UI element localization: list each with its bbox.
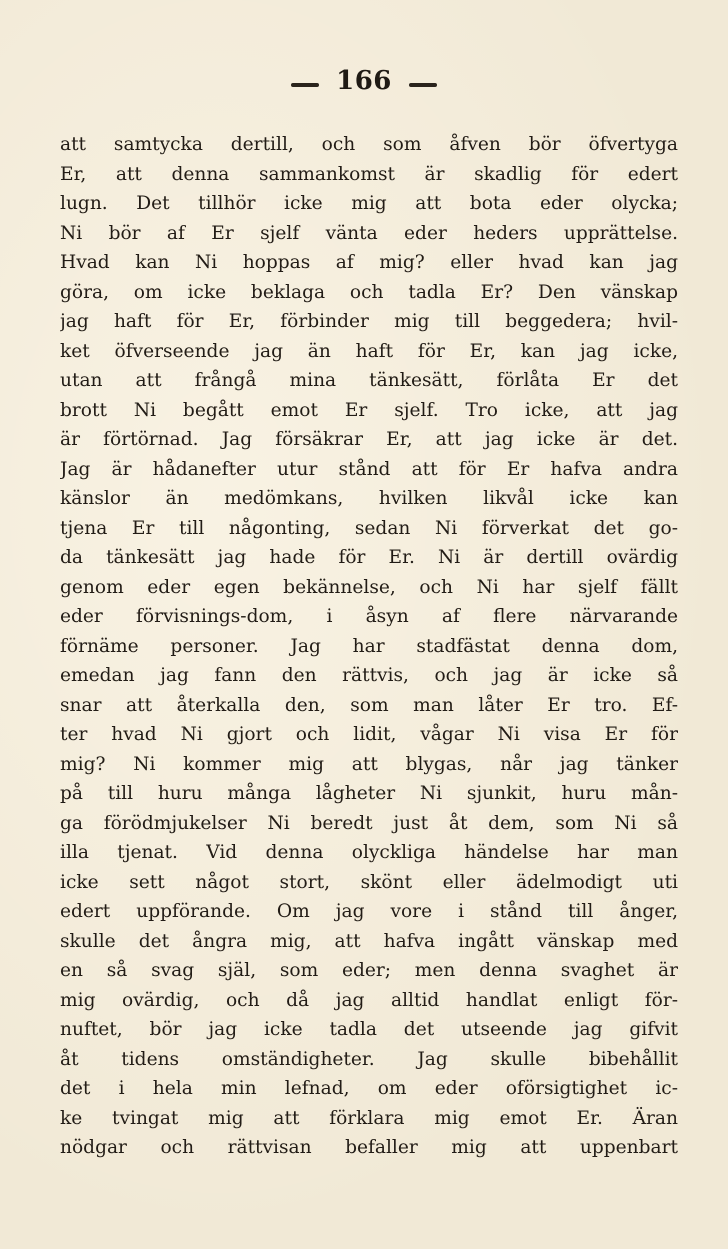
text-line: nödgar och rättvisan befaller mig att uppenbart [60,1137,678,1158]
text-line: nuftet, bör jag icke tadla det utseende jag gifvit [60,1019,678,1040]
text-line: genom eder egen bekännelse, och Ni har sjelf fällt [60,576,678,598]
page-number: 166 [336,66,392,96]
text-line: att samtycka dertill, och som åfven bör öfvertyga [60,134,678,155]
text-line: jag haft för Er, förbinder mig till beggedera; hvil- [60,311,678,332]
text-line: tjena Er till någonting, sedan Ni förverkat det go- [60,517,678,539]
text-line: da tänkesätt jag hade för Er. Ni är dertill ovärdig [60,547,678,568]
text-line: mig? Ni kommer mig att blygas, når jag tänker [60,753,678,775]
text-line: ter hvad Ni gjort och lidit, vågar Ni visa Er för [60,724,678,745]
text-line: utan att frångå mina tänkesätt, förlåta Er det [60,370,678,391]
text-line: lugn. Det tillhör icke mig att bota eder olycka; [60,193,678,214]
body-text [60,130,678,1163]
text-line: ga förödmjukelser Ni beredt just åt dem, som Ni så [60,812,678,834]
text-line: Ni bör af Er sjelf vänta eder heders upprättelse. [60,222,678,244]
text-line: mig ovärdig, och då jag alltid handlat enligt för- [60,989,678,1011]
text-line: ke tvingat mig att förklara mig emot Er. Äran [60,1107,678,1129]
text-line: åt tidens omständigheter. Jag skulle bibehållit [60,1048,678,1070]
right-ornament-dash [409,83,437,87]
text-line: på till huru många lågheter Ni sjunkit, huru mån- [60,783,678,804]
text-line: snar att återkalla den, som man låter Er tro. Ef- [60,694,678,716]
text-line: känslor än medömkans, hvilken likvål icke kan [60,488,678,509]
text-line: edert uppförande. Om jag vore i stånd till ånger, [60,901,678,922]
text-line: Jag är hådanefter utur stånd att för Er hafva andra [60,458,678,480]
page-header [0,66,728,96]
text-line: ket öfverseende jag än haft för Er, kan jag icke, [60,340,678,362]
text-line: Er, att denna sammankomst är skadlig för edert [60,163,678,185]
text-line: göra, om icke beklaga och tadla Er? Den vänskap [60,281,678,303]
text-line: illa tjenat. Vid denna olyckliga händelse har man [60,842,678,863]
text-line: icke sett något stort, skönt eller ädelmodigt uti [60,871,678,893]
text-line: emedan jag fann den rättvis, och jag är icke så [60,665,678,686]
text-line: eder förvisnings-dom, i åsyn af flere närvarande [60,606,678,627]
text-line: skulle det ångra mig, att hafva ingått vänskap med [60,930,678,952]
text-line: brott Ni begått emot Er sjelf. Tro icke, att jag [60,399,678,421]
text-line: en så svag själ, som eder; men denna svaghet är [60,960,678,981]
text-line: förnäme personer. Jag har stadfästat denna dom, [60,635,678,657]
left-ornament-dash [291,83,319,87]
text-line: är förtörnad. Jag försäkrar Er, att jag icke är det. [60,429,678,450]
text-line: Hvad kan Ni hoppas af mig? eller hvad kan jag [60,252,678,273]
text-line: det i hela min lefnad, om eder oförsigtighet ic- [60,1078,678,1099]
